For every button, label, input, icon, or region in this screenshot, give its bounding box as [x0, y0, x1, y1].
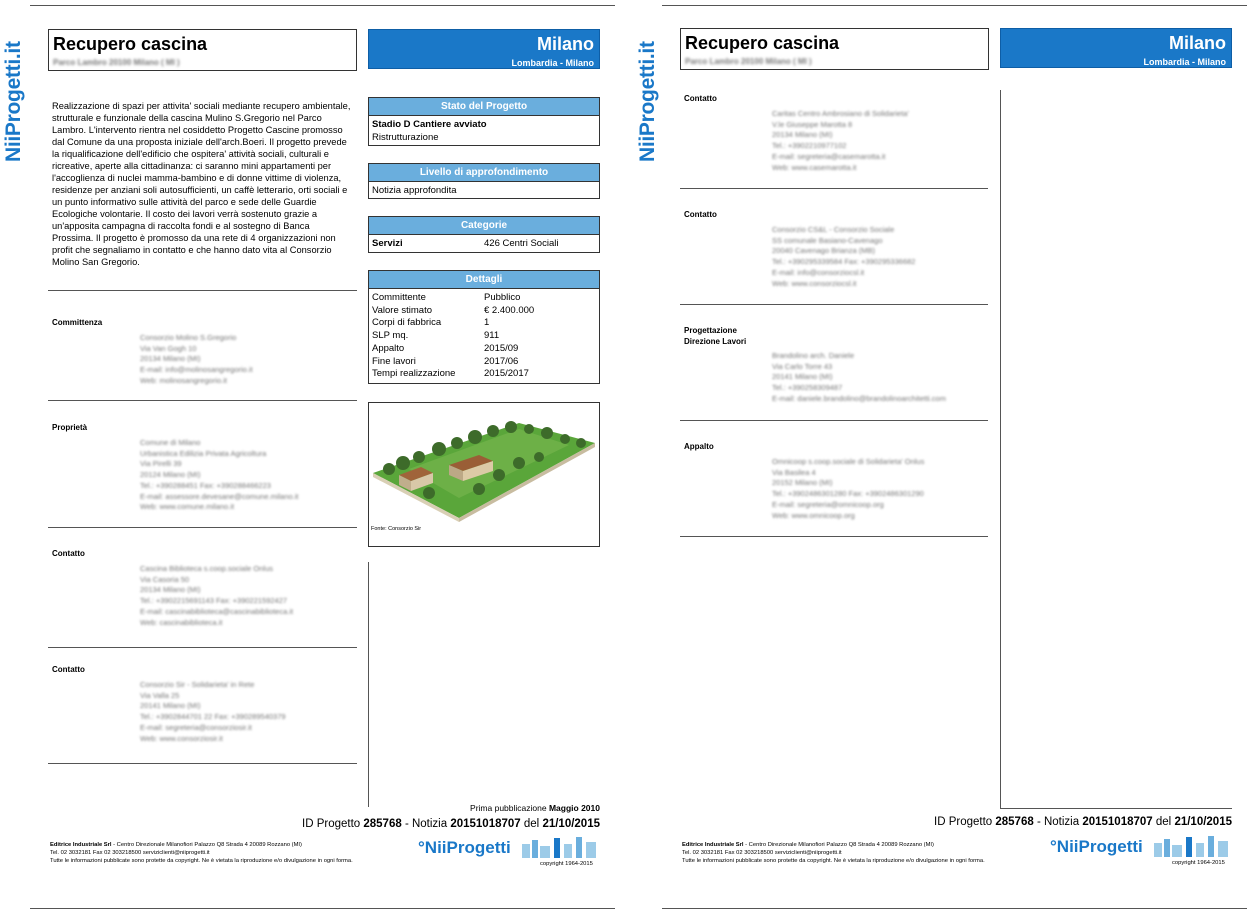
- contact-line: Web: www.consorziocsl.it: [772, 278, 857, 288]
- section-label-2: Direzione Lavori: [684, 337, 747, 346]
- contact-line: Consorzio CS&L - Consorzio Sociale: [772, 225, 895, 234]
- footer-logo: °NiiProgetti: [1050, 837, 1143, 856]
- city-skyline-icon: [1152, 835, 1230, 857]
- photo-caption: Fonte: Consorzio Sir: [371, 526, 422, 532]
- categorie-box: [368, 216, 600, 253]
- copyright: copyright 1964-2015: [1172, 860, 1225, 866]
- contact-line: Web: www.casemarotta.it: [772, 162, 857, 172]
- contact-line: Via Carlo Torre 43: [772, 361, 833, 371]
- report-page-2: [630, 0, 1250, 912]
- footer-info: Editrice Industriale Srl - Centro Direzionale Milanofiori Palazzo Q8 Strada 4 20089 Rozzano (MI) Tel. 02 3032181 Fax 02 303218500 serviziclienti@niiprogetti.it Tutte le informazioni pubblicate sono protette da copyright. Ne è vietata la riproduzione e/o divulgazione in ogni forma.: [682, 842, 985, 864]
- dettagli-header: Dettagli: [369, 271, 599, 289]
- section-divider: [680, 536, 988, 537]
- project-aerial-image: [369, 403, 599, 523]
- dettagli-key: Appalto: [372, 342, 405, 354]
- region-name: Lombardia - Milano: [1143, 57, 1226, 67]
- contact-line: Via Valla 25: [140, 690, 180, 700]
- contact-section: [680, 93, 988, 189]
- section-label: Progettazione: [684, 326, 737, 335]
- contact-line: E-mail: assessore.devesane@comune.milano.it: [140, 491, 299, 501]
- niiprogetti-vertical-logo: NiiProgetti.it: [636, 41, 659, 162]
- section-divider: [48, 647, 357, 648]
- contact-line: 20141 Milano (MI): [140, 701, 201, 711]
- bottom-rule: [662, 908, 1247, 909]
- dettagli-key: Valore stimato: [372, 304, 433, 316]
- contact-line: 20134 Milano (MI): [772, 130, 833, 140]
- stato-stage: Stadio D Cantiere avviato: [372, 119, 487, 130]
- report-page-1: [0, 0, 620, 912]
- contact-line: V.le Giuseppe Marotta 8: [772, 119, 853, 129]
- top-rule: [662, 5, 1247, 6]
- section-divider: [48, 290, 357, 291]
- contact-line: 20141 Milano (MI): [772, 372, 833, 382]
- dettagli-row: [372, 330, 595, 343]
- contact-section: [48, 317, 357, 401]
- section-label: Contatto: [52, 665, 85, 674]
- dettagli-row: [372, 356, 595, 369]
- contact-details: [140, 564, 293, 628]
- contact-line: E-mail: daniele.brandolino@brandolinoarchitetti.com: [772, 393, 946, 403]
- contact-line: Consorzio Molino S.Gregorio: [140, 333, 237, 342]
- contact-line: E-mail: segreteria@omnicoop.org: [772, 499, 884, 509]
- dettagli-key: Committente: [372, 292, 426, 303]
- contact-details: [772, 457, 924, 521]
- footer-info: Editrice Industriale Srl - Centro Direzionale Milanofiori Palazzo Q8 Strada 4 20089 Rozzano (MI) Tel. 02 3032181 Fax 02 303218500 serviziclienti@niiprogetti.it Tutte le informazioni pubblicate sono protette da copyright. Ne è vietata la riproduzione e/o divulgazione in ogni forma.: [50, 842, 353, 864]
- footer-logo: °NiiProgetti: [418, 838, 511, 857]
- contact-section: [48, 664, 357, 764]
- contact-line: Comune di Milano: [140, 438, 201, 447]
- contact-line: Brandolino arch. Daniele: [772, 351, 855, 360]
- section-label: Contatto: [684, 94, 717, 103]
- contact-details: [772, 351, 946, 405]
- project-address: Parco Lambro 20100 Milano ( MI ): [685, 57, 812, 66]
- contact-line: Tel.: +390288451 Fax: +390288466223: [140, 480, 271, 490]
- contact-line: E-mail: segreteria@consorziosir.it: [140, 722, 252, 732]
- niiprogetti-vertical-logo: NiiProgetti.it: [2, 41, 25, 162]
- id-line: ID Progetto 285768 - Notizia 20151018707 del 21/10/2015: [934, 816, 1232, 828]
- contact-line: 20124 Milano (MI): [140, 470, 201, 480]
- section-divider: [48, 763, 357, 764]
- dettagli-row: [372, 317, 595, 330]
- contact-line: Via Basilea 4: [772, 467, 816, 477]
- categorie-key: Servizi: [372, 238, 403, 249]
- first-publication: Prima pubblicazione Maggio 2010: [470, 803, 600, 813]
- column-line: [368, 562, 369, 807]
- copyright: copyright 1964-2015: [540, 861, 593, 867]
- column-bottom: [1000, 808, 1232, 809]
- contact-line: Omnicoop s.coop.sociale di Solidarieta' Onlus: [772, 457, 925, 466]
- city-skyline-icon: [520, 836, 598, 858]
- contact-line: E-mail: info@molinosangregorio.it: [140, 365, 253, 375]
- contact-line: Tel.: +3902486301280 Fax: +3902486301290: [772, 489, 924, 499]
- contact-section: [680, 325, 988, 421]
- project-description: Realizzazione di spazi per attivita' sociali mediante recupero ambientale, strutturale e funzionale della cascina Mulino S.Gregorio nel Parco Lambro. L'intervento rientra nel cosiddetto Progetto Cascine promosso dal Comune da una proposta iniziale dell'arch.Boeri. Il progetto prevede la riqualificazione dell'edificio che ospitera' attività sociali, culturali e ricreative, aperte alla cittadinanza: ci saranno mini appartamenti per l'accoglienza di nuclei mamma-bambino e di donne vittime di violenza, residenze per anziani soli autosufficienti, un caffè letterario, orti sociali e un punto informativo sulle attività del parco e sede delle Guardie Ecologiche volontarie. Il costo dei lavori verrà sostenuto grazie a un'apposita campagna di raccolta fondi e al sostegno di Banca Prossima. Il progetto è promosso da una rete di 4 organizzazioni non profit che segnaliamo in contatto e che hanno dato vita al Consorzio Molino San Gregorio.: [52, 101, 351, 267]
- categorie-value: 426 Centri Sociali: [484, 238, 559, 249]
- section-label: Contatto: [52, 549, 85, 558]
- project-address: Parco Lambro 20100 Milano ( MI ): [53, 58, 180, 67]
- livello-value: Notizia approfondita: [372, 185, 457, 196]
- city-name: Milano: [1169, 33, 1226, 53]
- contact-line: 20134 Milano (MI): [140, 354, 201, 364]
- contact-line: Tel.: +390258309487: [772, 383, 843, 393]
- city-box: [1000, 28, 1232, 68]
- contact-line: Tel.: +3902844701 22 Fax: +390289540379: [140, 712, 286, 722]
- dettagli-key: SLP mq.: [372, 330, 409, 342]
- dettagli-box: [368, 270, 600, 384]
- dettagli-value: Pubblico: [484, 292, 521, 303]
- dettagli-row: [372, 343, 595, 356]
- stato-progetto-box: [368, 97, 600, 146]
- contact-details: [140, 680, 286, 744]
- project-title: Recupero cascina: [53, 34, 208, 54]
- contact-line: Cascina Biblioteca s.coop.sociale Onlus: [140, 564, 273, 573]
- dettagli-row: [372, 292, 595, 305]
- project-title: Recupero cascina: [685, 33, 840, 53]
- dettagli-row: [372, 305, 595, 318]
- contact-line: E-mail: segreteria@casemarotta.it: [772, 151, 886, 161]
- city-box: [368, 29, 600, 69]
- contact-details: [140, 438, 299, 513]
- city-name: Milano: [537, 34, 594, 54]
- contact-line: E-mail: info@consorziocsl.it: [772, 267, 865, 277]
- contact-section: [680, 209, 988, 305]
- contact-line: 20134 Milano (MI): [140, 585, 201, 595]
- contact-line: Web: www.consorziosir.it: [140, 733, 223, 743]
- contact-line: Via Casoria 50: [140, 574, 190, 584]
- id-line: ID Progetto 285768 - Notizia 20151018707 del 21/10/2015: [302, 818, 600, 830]
- dettagli-value: 1: [484, 317, 490, 329]
- section-label: Appalto: [684, 442, 714, 451]
- contact-line: 20152 Milano (MI): [772, 478, 833, 488]
- contact-line: Web: cascinabiblioteca.it: [140, 617, 223, 627]
- section-divider: [680, 420, 988, 421]
- section-label: Contatto: [684, 210, 717, 219]
- contact-section: [48, 422, 357, 528]
- project-title-box: [680, 28, 989, 70]
- contact-line: SS comunale Basiano-Cavenago: [772, 235, 883, 245]
- contact-line: Via Pirelli 39: [140, 459, 182, 469]
- top-rule: [30, 5, 615, 6]
- project-photo-box: [368, 402, 600, 547]
- contact-line: Urbanistica Edilizia Privata Agricoltura: [140, 448, 267, 458]
- contact-line: Consorzio Sir - Solidarieta' in Rete: [140, 680, 255, 689]
- dettagli-row: [372, 368, 595, 381]
- section-divider: [680, 188, 988, 189]
- section-divider: [680, 304, 988, 305]
- contact-line: Web: www.comune.milano.it: [140, 502, 235, 512]
- dettagli-value: 2015/09: [484, 342, 519, 354]
- contact-line: Tel.: +3902210977102: [772, 141, 847, 151]
- contact-line: 20040 Cavenago Brianza (MB): [772, 246, 875, 256]
- dettagli-key: Corpi di fabbrica: [372, 317, 442, 329]
- section-label: Proprietà: [52, 423, 88, 432]
- contact-line: Caritas Centro Ambrosiano di Solidarieta': [772, 109, 909, 118]
- contact-line: Tel.: +390295339584 Fax: +390295336682: [772, 257, 916, 267]
- contact-line: Tel.: +3902215691143 Fax: +390221592427: [140, 596, 288, 606]
- livello-box: [368, 163, 600, 199]
- contact-details: [772, 225, 915, 289]
- region-name: Lombardia - Milano: [511, 58, 594, 68]
- contact-details: [772, 109, 909, 173]
- dettagli-value: 2015/2017: [484, 368, 529, 380]
- section-label: Committenza: [52, 318, 103, 327]
- contact-section: [48, 548, 357, 648]
- contact-line: E-mail: cascinabiblioteca@cascinabiblioteca.it: [140, 606, 294, 616]
- dettagli-value: € 2.400.000: [484, 304, 535, 316]
- livello-header: Livello di approfondimento: [369, 164, 599, 182]
- stato-header: Stato del Progetto: [369, 98, 599, 116]
- column-line-left: [1000, 90, 1001, 808]
- stato-type: Ristrutturazione: [372, 131, 439, 143]
- contact-line: Web: www.omnicoop.org: [772, 510, 855, 520]
- dettagli-value: 2017/06: [484, 355, 519, 367]
- contact-line: Web: molinosangregorio.it: [140, 375, 227, 385]
- bottom-rule: [30, 908, 615, 909]
- contact-line: Via Van Gogh 10: [140, 343, 197, 353]
- dettagli-key: Tempi realizzazione: [372, 368, 456, 380]
- dettagli-value: 911: [484, 330, 500, 342]
- section-divider: [48, 527, 357, 528]
- dettagli-key: Fine lavori: [372, 355, 416, 367]
- contact-section: [680, 441, 988, 537]
- project-title-box: [48, 29, 357, 71]
- categorie-header: Categorie: [369, 217, 599, 235]
- contact-details: [140, 333, 253, 387]
- section-divider: [48, 400, 357, 401]
